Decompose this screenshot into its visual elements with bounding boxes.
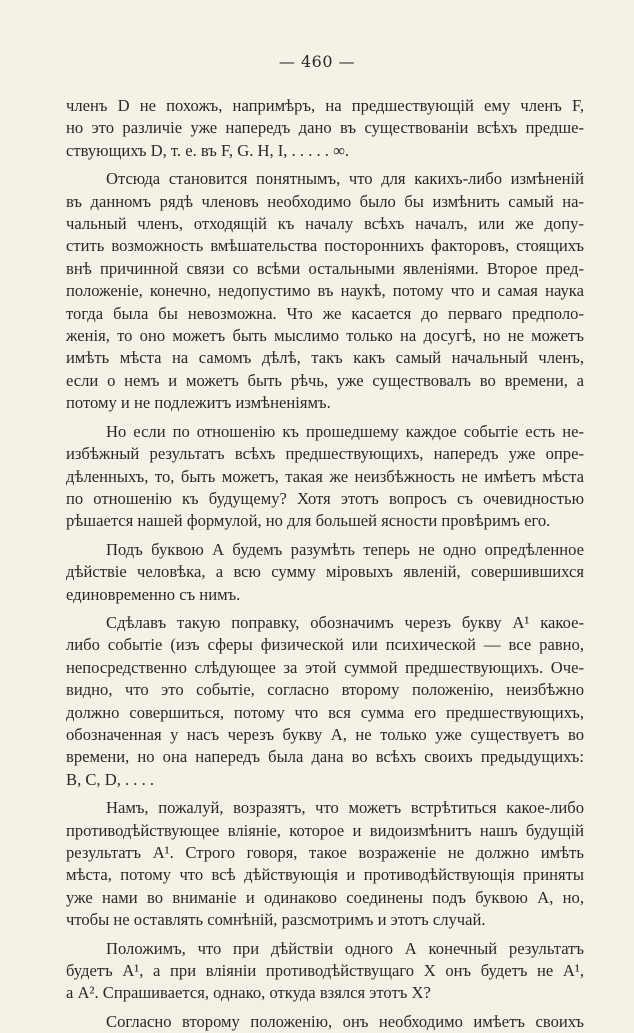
text-line: стить возможность вмѣшательства постороннихъ факторовъ, стоящихъ <box>66 236 584 256</box>
paragraph <box>66 797 584 931</box>
text-line: если о немъ и можетъ быть рѣчь, уже существовалъ во времени, а <box>66 370 584 390</box>
text-line: противодѣйствующее влiянiе, которое и видоизмѣнитъ нашъ будущiй <box>66 820 584 840</box>
text-line: мѣста, потому что всѣ дѣйствующiя и противодѣйствующiя приняты <box>66 865 584 885</box>
text-line: внѣ причинной связи со всѣми остальными явленiями. Второе пред- <box>66 258 584 278</box>
text-line: положенiе, конечно, недопустимо въ наукѣ, потому что и самая наука <box>66 281 584 301</box>
text-line: обозначенная у насъ черезъ букву А, не только уже существуетъ во <box>66 724 584 744</box>
text-line: должно совершиться, потому что вся сумма его предшествующихъ, <box>66 702 584 722</box>
text-line: времени, но она напередъ была дана во всѣхъ своихъ предыдущихъ: <box>66 747 584 767</box>
text-line: а А². Спрашивается, однако, откуда взялся этотъ Х? <box>66 983 431 1003</box>
text-line: чтобы не оставлять сомнѣнiй, разсмотримъ и этотъ случай. <box>66 910 486 930</box>
text-line: Согласно второму положенiю, онъ необходимо имѣетъ своихъ <box>106 1011 584 1031</box>
text-line: Положимъ, что при дѣйствiи одного А конечный результатъ <box>106 938 584 958</box>
text-line: избѣжный результатъ всѣхъ предшествующихъ, напередъ уже опре- <box>66 444 584 464</box>
body-text <box>66 95 584 1033</box>
text-line: Отсюда становится понятнымъ, что для какихъ-либо измѣненiй <box>106 169 584 189</box>
text-line: въ данномъ рядѣ членовъ необходимо было бы измѣнить самый на- <box>66 191 584 211</box>
text-line: видно, что это событiе, согласно второму положенiю, неизбѣжно <box>66 680 584 700</box>
text-line: дѣйствiе человѣка, а всю сумму мiровыхъ явленiй, совершившихся <box>66 562 584 582</box>
paragraph <box>66 1011 584 1033</box>
text-line: имѣть мѣста на самомъ дѣлѣ, такъ какъ самый начальный членъ, <box>66 348 584 368</box>
text-line: Намъ, пожалуй, возразятъ, что можетъ встрѣтиться какое-либо <box>106 798 584 818</box>
text-line: рѣшается нашей формулой, но для большей ясности провѣримъ его. <box>66 511 551 531</box>
text-line: В, С, D, . . . . <box>66 769 155 789</box>
text-line: Но если по отношенiю къ прошедшему каждое событiе есть не- <box>106 421 584 441</box>
paragraph <box>66 539 584 606</box>
text-line: Сдѣлавъ такую поправку, обозначимъ черезъ букву А¹ какое- <box>106 612 584 632</box>
paragraph <box>66 168 584 414</box>
text-line: уже нами во вниманiе и одинаково соединены подъ буквою А, но, <box>66 887 584 907</box>
text-line: членъ D не похожъ, напримѣръ, на предшествующiй ему членъ F, <box>66 96 584 115</box>
text-line: будетъ А¹, а при влiянiи противодѣйствущаго Х онъ будетъ не А¹, <box>66 961 584 981</box>
paragraph <box>66 421 584 533</box>
text-line: результатъ А¹. Строго говоря, такое возраженiе не должно имѣть <box>66 843 584 862</box>
text-line: дѣленныхъ, то, быть можетъ, такая же неизбѣжность не имѣетъ мѣста <box>66 466 584 486</box>
text-line: женiя, то оно можетъ быть мыслимо только на досугѣ, но не можетъ <box>66 326 584 346</box>
page-number: — 460 — <box>278 52 356 71</box>
text-line: потому и не подлежитъ измѣненiямъ. <box>66 393 331 413</box>
text-line: Подъ буквою А будемъ разумѣть теперь не одно опредѣленное <box>106 539 584 559</box>
text-line: по отношенiю къ будущему? Хотя этотъ вопросъ съ очевидностью <box>66 488 584 508</box>
text-line: либо событiе (изъ сферы физической или психической — все равно, <box>66 635 584 655</box>
text-line: ствующихъ D, т. е. въ F, G. H, I, . . . . . ∞. <box>66 140 350 160</box>
text-line: непосредственно слѣдующее за этой суммой предшествующихъ. Оче- <box>66 657 584 677</box>
text-line: чальный членъ, отходящiй къ началу всѣхъ началъ, или же допу- <box>66 214 584 234</box>
paragraph <box>66 612 584 791</box>
text-line: тогда была бы невозможна. Что же касается до перваго предполо- <box>66 303 584 323</box>
paragraph <box>66 938 584 1005</box>
text-line: но это различiе уже напередъ дано въ существованiи всѣхъ предше- <box>66 118 584 138</box>
paragraph <box>66 95 584 162</box>
text-line: единовременно съ нимъ. <box>66 584 241 604</box>
